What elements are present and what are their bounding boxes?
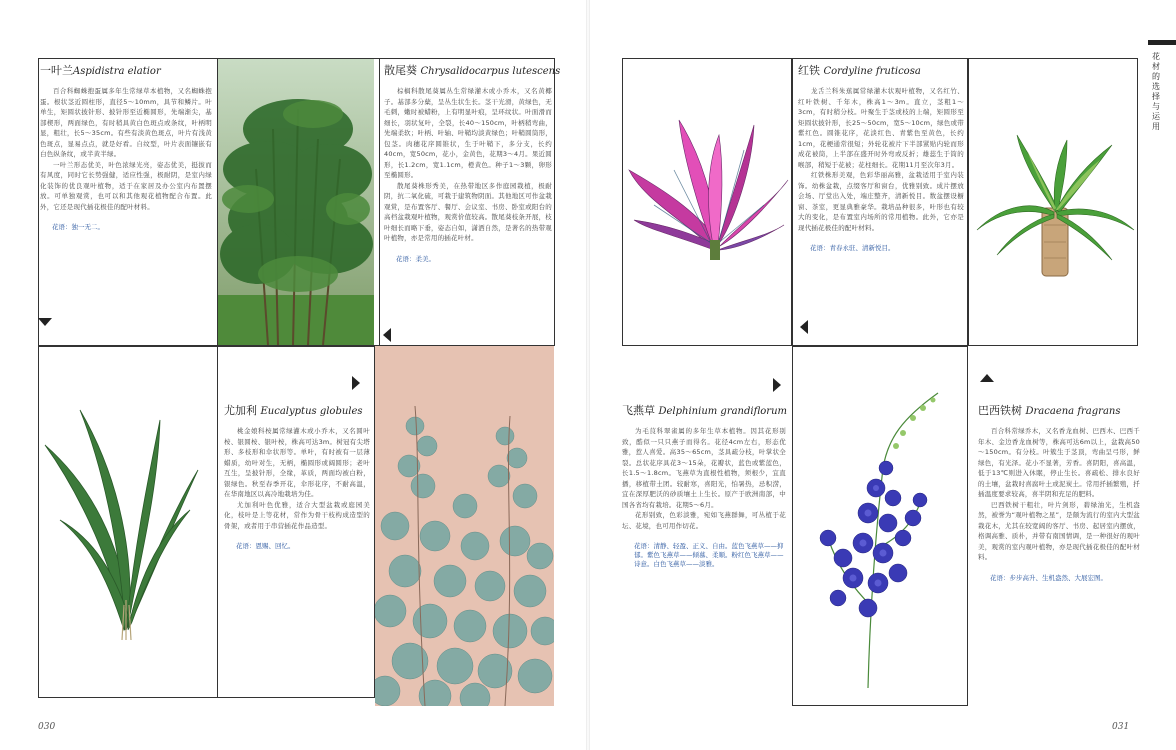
entry-title bbox=[622, 402, 786, 418]
page-gutter bbox=[586, 0, 590, 750]
triangle-right-icon bbox=[352, 376, 360, 390]
entry-title bbox=[978, 402, 1140, 418]
triangle-up-icon bbox=[980, 374, 994, 382]
flower-language: 花语：步步高升、生机盎然、大展宏图。 bbox=[990, 573, 1107, 582]
section-label: 花材的选择与运用 bbox=[1152, 52, 1160, 131]
name-latin: Cordyline fruticosa bbox=[823, 66, 921, 77]
entry-delphinium bbox=[622, 402, 786, 568]
photo-eucalyptus bbox=[375, 346, 554, 706]
triangle-left-icon bbox=[383, 328, 391, 342]
name-cn: 一叶兰 bbox=[40, 64, 73, 77]
paragraph: 尤加利叶色优雅，适合大型盆栽或庭园美化，枝叶是上等花材，常作为骨干枝构成造型的骨架，或者用于串营插花作品造型。 bbox=[224, 500, 370, 530]
entry-title bbox=[798, 62, 964, 78]
entry-aspidistra bbox=[40, 62, 212, 231]
entry-title bbox=[224, 402, 370, 418]
flower-language: 花语：独一无二。 bbox=[52, 223, 104, 231]
entry-dracaena bbox=[978, 402, 1140, 582]
flower-language: 花语：清静、轻盈、正义、自由。蓝色飞燕草——抑郁。紫色飞燕草——倾慕、柔顺。粉红色飞燕草——诗意。白色飞燕草——淡雅。 bbox=[634, 542, 784, 568]
photo-aspidistra bbox=[40, 400, 200, 640]
entry-eucalyptus bbox=[224, 402, 370, 550]
name-cn: 巴西铁树 bbox=[978, 404, 1022, 417]
name-latin: Dracaena fragrans bbox=[1025, 406, 1121, 417]
paragraph: 红铁株形美观，色彩华丽高雅，盆栽适用于室内装饰。幼株盆栽，点缀客厅和窗台，优雅别致。成片摆放会场、厅堂出入处，端庄整齐，清新悦目。数盆摆设橱窗、茶室，更显典雅豪华。栽培品种很多，叶形也有较大的变化，是布置室内场所的常用植物。此外，它亦是现代插花极佳的配叶材料。 bbox=[798, 171, 964, 232]
paragraph: 为毛茛科翠雀属的多年生草本植物。因其花形别致，酷似一只只燕子而得名。花径4cm左右，形态优雅，惹人喜爱。高35～65cm，茎具疏分枝，叶掌状全裂。总状花序具花3～15朵，花瓣状，蓝色或紫蓝色，长1.5～1.8cm。飞燕草为直根性植物，须根少，宜直播，移植带土团。较耐寒，喜阳光，怕暑热，忌积涝，宜在深厚肥沃的砂质壤土上生长。原产于欧洲南部，中国各省均有栽培。花期5～6月。 bbox=[622, 427, 786, 509]
name-latin: Delphinium grandiflorum bbox=[658, 406, 787, 417]
page-number: 031 bbox=[1112, 722, 1130, 732]
flower-language: 花语：青春永驻、清新悦目。 bbox=[810, 244, 895, 252]
name-latin: Eucalyptus globules bbox=[260, 406, 363, 417]
triangle-down-icon bbox=[38, 318, 52, 326]
entry-title bbox=[40, 62, 212, 78]
name-latin: Chrysalidocarpus lutescens bbox=[420, 66, 561, 77]
paragraph: 百合科常绿乔木，又名香龙血树、巴西木、巴西千年木、金边香龙血树等，株高可达6m以上，盆栽高50～150cm。有分枝。叶簇生于茎顶，弯曲呈弓形，鲜绿色，有光泽。花小不显著，芳香。喜阴阳，喜高温，低于13℃则进入休眠，停止生长。喜疏松、排水良好的土壤，盆栽时喜腐叶土或泥炭土。常用扦插繁殖，扦插温度要求较高，喜半阴和充足的肥料。 bbox=[978, 427, 1140, 498]
page-number: 030 bbox=[38, 722, 56, 732]
paragraph: 百合科蜘蛛抱蛋属多年生常绿草本植物，又名蜘蛛抱蛋。根状茎近圆柱形，直径5～10mm，具节和鳞片。叶单生，矩圆状披针形、披针形至近椭圆形，先端渐尖，基部楔形，两面绿色，有时稍具黄白色斑点或条纹，叶柄明显，粗壮，长5～35cm。有些有淡黄色斑点，叶片有浅黄色斑点，显易点点，就是好看。自纹型，叶片表面镶嵌有白色纵条纹，或半黄半绿。 bbox=[40, 87, 212, 158]
entry-chrysalidocarpus bbox=[384, 62, 561, 263]
palm-photo-illustration bbox=[218, 59, 374, 345]
delphinium-illustration bbox=[808, 388, 948, 688]
name-cn: 飞燕草 bbox=[622, 404, 655, 417]
aspidistra-illustration bbox=[40, 400, 200, 640]
name-cn: 红铁 bbox=[798, 64, 820, 77]
paragraph: 棕榈科散尾葵属丛生常绿灌木或小乔木，又名黄椰子。基部多分蘖，呈丛生状生长。茎干光滑，黄绿色，无毛刺，嫩时被蜡粉，上有明显叶痕，呈环纹状。叶面滑而细长，羽状复叶，全裂，长40～150cm，叶柄稍弯曲，先端柔软；叶柄、叶轴、叶鞘均淡黄绿色；叶鞘圆筒形，包茎。肉穗花序圆锥状，生于叶鞘下，多分支，长约40cm，宽50cm，花小，金黄色，花期3～4月。果近圆形，长1.2cm，宽1.1cm，橙黄色。种子1～3颗，卵形至椭圆形。 bbox=[384, 87, 552, 179]
paragraph: 散尾葵株形秀美，在热带地区多作庭园栽植，极耐阴，抗二氧化硫，可栽于建筑物阴面。其他地区可作盆栽观赏，是布置客厅、餐厅、会议室、书房、卧室或阳台的高档盆栽观叶植物，观赏价值较高。散尾葵枝条开展，枝叶细长而略下垂，姿态自如，潇洒自然，是著名的热带观叶植物，亦是常用的插花叶材。 bbox=[384, 181, 552, 242]
dracaena-illustration bbox=[972, 130, 1136, 280]
eucalyptus-illustration bbox=[375, 346, 554, 706]
name-cn: 尤加利 bbox=[224, 404, 257, 417]
photo-cordyline bbox=[624, 110, 790, 260]
flower-language: 花语：柔美。 bbox=[396, 254, 435, 263]
paragraph: 一叶兰形态优美，叶色浓绿光亮，姿态优美，挺拔而有风度，同时它长势强健，适应性强，极耐阴，是室内绿化装饰的优良观叶植物，适于在家居及办公室内布置摆放。可单独观赏，也可以和其他观花植物配合布置。此外，它还是现代插花极佳的配叶材料。 bbox=[40, 160, 212, 211]
triangle-left-icon bbox=[800, 320, 808, 334]
photo-chrysalidocarpus bbox=[218, 59, 374, 345]
sidebar-bar bbox=[1148, 40, 1176, 45]
paragraph: 巴西铁树干粗壮，叶片剑形，碧绿油光，生机盎然，被誉为“观叶植物之星”，是颇为流行的室内大型盆栽花木，尤其在较宽阔的客厅、书房、起居室内摆放，格调高雅、质朴，并带有南国情调，是一种很好的观叶美，观赏的室内观叶植物，亦是现代插花极佳的配叶材料。 bbox=[978, 500, 1140, 561]
entry-title bbox=[384, 62, 561, 78]
paragraph: 桃金娘科桉属常绿灌木或小乔木，又名圆叶桉、银圆桉、银叶桉，株高可达3m。树冠有尖塔形、多枝形和伞状形等。单叶，有时被有一层薄蜡质，幼叶对生，无柄，椭圆形或阔圆形；老叶互生，呈披针形，全缘，革质，两面均被白粉，银绿色。秋至春季开花，伞形花序，不耐高温，在华南地区以高冷地栽培为佳。 bbox=[224, 427, 370, 498]
flower-language: 花语：恩赐、回忆。 bbox=[236, 542, 295, 550]
paragraph: 龙舌兰科朱蕉属常绿灌木状观叶植物，又名红竹、红叶铁树、千年木，株高1～3m。直立，茎粗1～3cm，有时稍分枝。叶聚生于茎或枝的上端，矩圆形至矩圆状披针形，长25～50cm，宽5～10cm，绿色或带紫红色。圆锥花序，花淡红色、青紫色至黄色，长约1cm，花梗通常很短；外轮花被片下半部紧贴内轮而形成花被筒，上半部在盛开时外弯或反折；雄蕊生于筒的喉部，稍短于花被；花柱细长。花期11月至次年3月。 bbox=[798, 87, 964, 169]
name-cn: 散尾葵 bbox=[384, 64, 417, 77]
cordyline-illustration bbox=[624, 110, 790, 260]
photo-dracaena bbox=[972, 130, 1136, 280]
name-latin: Aspidistra elatior bbox=[73, 66, 161, 77]
entry-cordyline bbox=[798, 62, 964, 252]
paragraph: 花形别致，色彩淡雅，宛如飞燕群舞，可丛植于花坛、花境，也可用作切花。 bbox=[622, 511, 786, 530]
triangle-right-icon bbox=[773, 378, 781, 392]
photo-delphinium bbox=[808, 388, 948, 688]
